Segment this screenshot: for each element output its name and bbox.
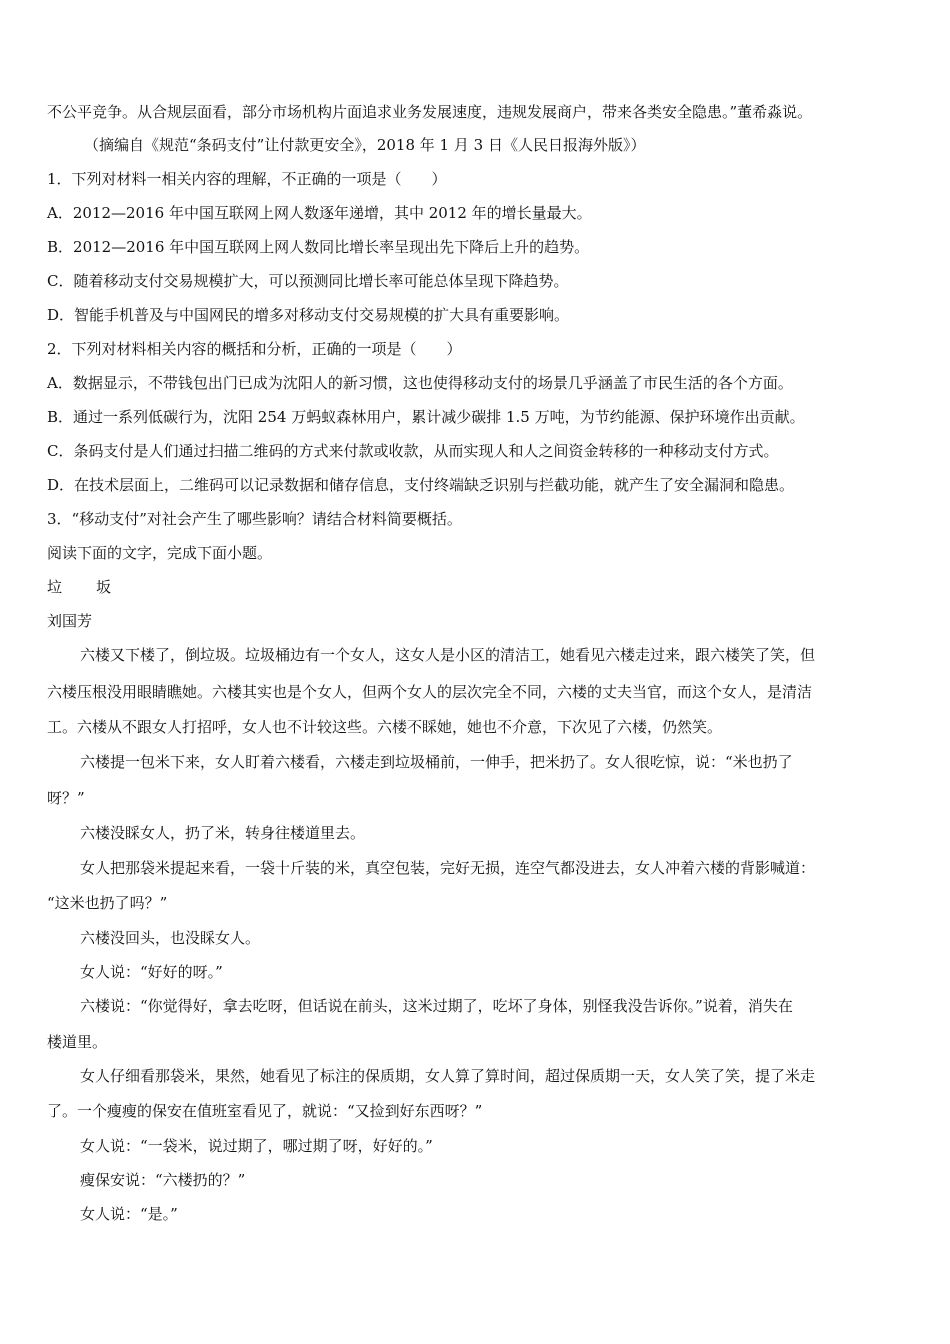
option-1b: B．2012—2016 年中国互联网上网人数同比增长率呈现出先下降后上升的趋势。 [47, 238, 590, 256]
option-1d: D．智能手机普及与中国网民的增多对移动支付交易规模的扩大具有重要影响。 [47, 306, 570, 324]
story-paragraph-line: 六楼又下楼了，倒垃圾。垃圾桶边有一个女人，这女人是小区的清洁工，她看见六楼走过来，跟六楼笑了笑，但 [80, 646, 816, 664]
question-1: 1．下列对材料一相关内容的理解，不正确的一项是（ ） [47, 170, 447, 188]
option-2b: B．通过一系列低碳行为，沈阳 254 万蚂蚁森林用户，累计减少碳排 1.5 万吨，为节约能源、保护环境作出贡献。 [47, 408, 805, 426]
story-paragraph-line: 六楼说：“你觉得好，拿去吃呀，但话说在前头，这米过期了，吃坏了身体，别怪我没告诉你。”说着，消失在 [80, 997, 793, 1015]
question-3: 3．“移动支付”对社会产生了哪些影响？请结合材料简要概括。 [47, 510, 462, 528]
story-paragraph-line: “这米也扔了吗？” [47, 894, 168, 912]
question-2: 2．下列对材料相关内容的概括和分析，正确的一项是（ ） [47, 340, 462, 358]
story-paragraph-line: 瘦保安说：“六楼扔的？” [80, 1171, 246, 1189]
option-1c: C．随着移动支付交易规模扩大，可以预测同比增长率可能总体呈现下降趋势。 [47, 272, 569, 290]
story-paragraph-line: 楼道里。 [47, 1033, 108, 1051]
source-citation: （摘编自《规范“条码支付”让付款更安全》，2018 年 1 月 3 日《人民日报海外版》） [84, 136, 646, 154]
story-paragraph-line: 女人说：“是。” [80, 1205, 178, 1223]
story-paragraph-line: 六楼没睬女人，扔了米，转身往楼道里去。 [80, 824, 366, 842]
story-paragraph-line: 六楼压根没用眼睛瞧她。六楼其实也是个女人，但两个女人的层次完全不同，六楼的丈夫当官，而这个女人，是清洁 [47, 683, 813, 701]
option-1a: A．2012—2016 年中国互联网上网人数逐年递增，其中 2012 年的增长量最大。 [47, 204, 592, 222]
option-2c: C．条码支付是人们通过扫描二维码的方式来付款或收款，从而实现人和人之间资金转移的一种移动支付方式。 [47, 442, 779, 460]
story-paragraph-line: 女人说：“一袋米，说过期了，哪过期了呀，好好的。” [80, 1137, 433, 1155]
story-paragraph-line: 六楼提一包米下来，女人盯着六楼看，六楼走到垃圾桶前，一伸手，把米扔了。女人很吃惊，说：“米也扔了 [80, 753, 793, 771]
story-title: 垃坂 [47, 578, 146, 596]
reading-instruction: 阅读下面的文字，完成下面小题。 [47, 544, 273, 562]
option-2d: D．在技术层面上，二维码可以记录数据和储存信息，支付终端缺乏识别与拦截功能，就产生了安全漏洞和隐患。 [47, 476, 795, 494]
story-paragraph-line: 女人说：“好好的呀。” [80, 963, 223, 981]
story-paragraph-line: 女人把那袋米提起来看，一袋十斤装的米，真空包装，完好无损，连空气都没进去，女人冲着六楼的背影喊道： [80, 859, 816, 877]
option-2a: A．数据显示，不带钱包出门已成为沈阳人的新习惯，这也使得移动支付的场景几乎涵盖了市民生活的各个方面。 [47, 374, 793, 392]
story-paragraph-line: 女人仔细看那袋米，果然，她看见了标注的保质期，女人算了算时间，超过保质期一天，女人笑了笑，提了米走 [80, 1067, 816, 1085]
story-author: 刘国芳 [47, 612, 93, 630]
story-paragraph-line: 工。六楼从不跟女人打招呼，女人也不计较这些。六楼不睬她，她也不介意，下次见了六楼，仍然笑。 [47, 718, 723, 736]
story-paragraph-line: 了。一个瘦瘦的保安在值班室看见了，就说：“又捡到好东西呀？” [47, 1102, 483, 1120]
story-paragraph-line: 呀？” [47, 789, 85, 807]
story-paragraph-line: 六楼没回头，也没睬女人。 [80, 929, 261, 947]
text-line: 不公平竞争。从合规层面看，部分市场机构片面追求业务发展速度，违规发展商户，带来各类安全隐患。”董希淼说。 [47, 103, 813, 121]
